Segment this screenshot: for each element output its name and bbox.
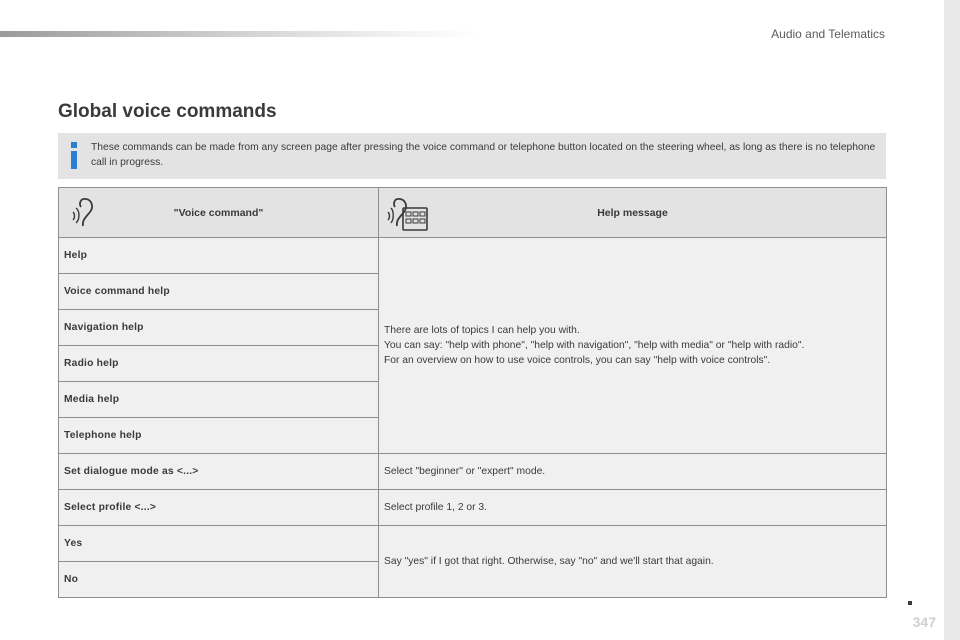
page-marker-dot xyxy=(908,601,912,605)
table-header-row xyxy=(59,188,887,238)
page-edge-strip xyxy=(944,0,960,640)
yes-no-message: Say "yes" if I got that right. Otherwise, say "no" and we'll start that again. xyxy=(379,526,887,598)
table-row xyxy=(59,238,887,274)
profile-message: Select profile 1, 2 or 3. xyxy=(379,490,887,526)
page-number: 347 xyxy=(912,614,936,630)
command-cell: Media help xyxy=(59,382,379,418)
help-message-header-label: Help message xyxy=(597,206,668,219)
table-row xyxy=(59,490,887,526)
command-cell: Voice command help xyxy=(59,274,379,310)
voice-command-icon xyxy=(67,196,99,230)
command-cell: Yes xyxy=(59,526,379,562)
command-cell: Set dialogue mode as <...> xyxy=(59,454,379,490)
table-row xyxy=(59,454,887,490)
command-cell: Radio help xyxy=(59,346,379,382)
header-gradient-bar xyxy=(0,31,480,37)
table-row xyxy=(59,526,887,562)
section-label: Audio and Telematics xyxy=(771,27,885,41)
command-cell: Navigation help xyxy=(59,310,379,346)
info-text: These commands can be made from any screen page after pressing the voice command or telephone button located on the steering wheel, as long as there is no telephone call in progress. xyxy=(91,142,876,168)
command-cell: Help xyxy=(59,238,379,274)
help-message-text: There are lots of topics I can help you with. You can say: "help with phone", "help with navigation", "help with media" or "help with radio". For an overview on how to use voice controls, you can say "help with voice controls". xyxy=(384,325,805,366)
page-title: Global voice commands xyxy=(58,101,277,122)
command-cell: Select profile <...> xyxy=(59,490,379,526)
info-box xyxy=(58,133,886,179)
info-icon xyxy=(68,142,84,170)
phone-keypad-icon xyxy=(385,196,429,232)
voice-command-table xyxy=(58,187,887,598)
voice-command-column-header xyxy=(59,188,379,238)
command-cell: No xyxy=(59,562,379,598)
dialogue-mode-message: Select "beginner" or "expert" mode. xyxy=(379,454,887,490)
help-message-cell xyxy=(379,238,887,454)
command-cell: Telephone help xyxy=(59,418,379,454)
help-message-column-header xyxy=(379,188,887,238)
voice-command-header-label: "Voice command" xyxy=(173,206,264,219)
